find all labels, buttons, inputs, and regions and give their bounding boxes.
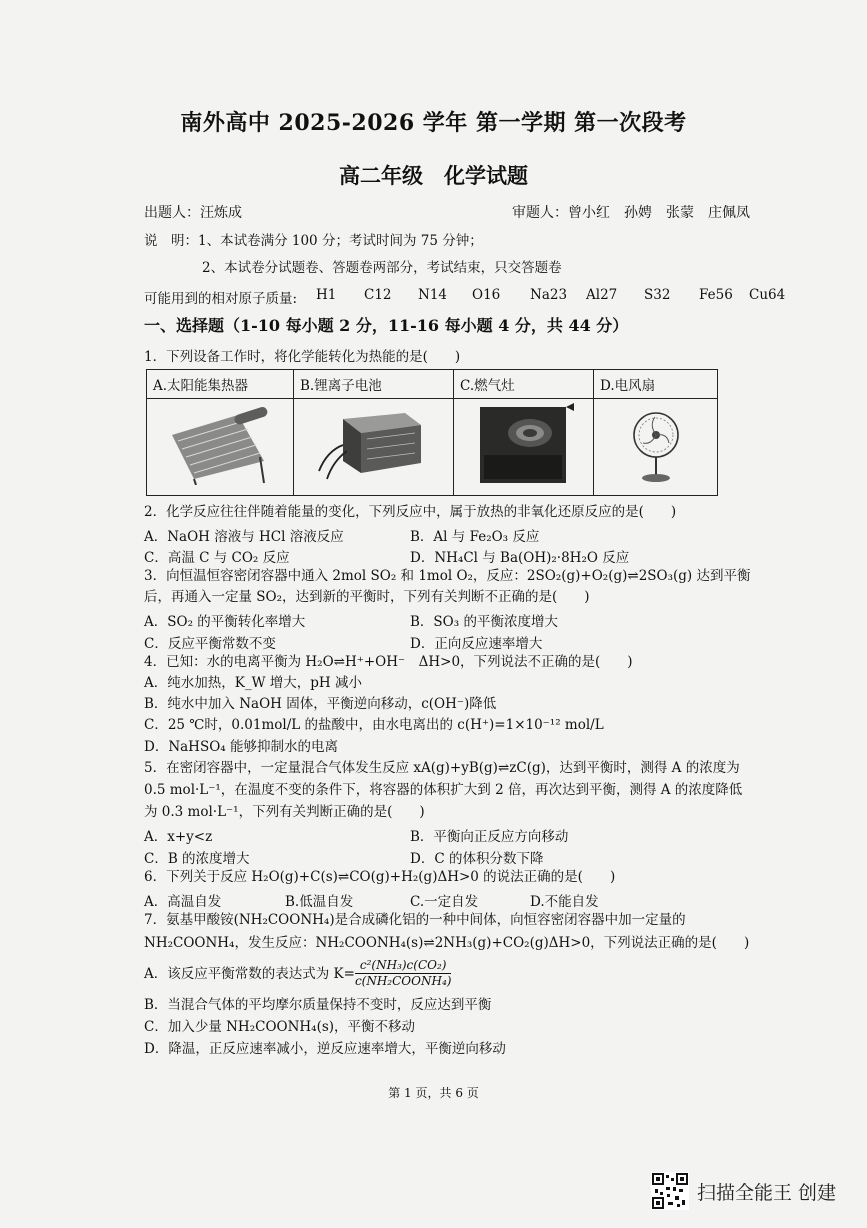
atomic-mass: Fe56 xyxy=(699,287,733,303)
q3-stem-line-2: 后，再通入一定量 SO₂，达到新的平衡时，下列有关判断不正确的是( ) xyxy=(144,589,590,605)
q7-option-d: D．降温，正反应速率减小，逆反应速率增大，平衡逆向移动 xyxy=(144,1041,506,1057)
instructions-1: 说 明：1、本试卷满分 100 分；考试时间为 75 分钟； xyxy=(144,233,483,249)
q3-stem-line-1: 3．向恒温恒容密闭容器中通入 2mol SO₂ 和 1mol O₂，反应：2SO₂(g)+O₂(g)⇌2SO₃(g) 达到平衡 xyxy=(144,568,751,584)
fraction-numerator: c²(NH₃)c(CO₂) xyxy=(355,958,452,974)
atomic-mass: S32 xyxy=(644,287,671,303)
q7-stem-line-2: NH₂COONH₄，发生反应：NH₂COONH₄(s)⇌2NH₃(g)+CO₂(g)ΔH>0，下列说法正确的是( ) xyxy=(144,935,750,951)
q1-option-a: A.太阳能集热器 xyxy=(147,370,294,399)
q6-option-d: D.不能自发 xyxy=(530,894,599,910)
q4-option-d: D．NaHSO₄ 能够抑制水的电离 xyxy=(144,739,338,755)
q5-stem-line-3: 为 0.3 mol·L⁻¹，下列有关判断正确的是( ) xyxy=(144,804,425,820)
q6-option-b: B.低温自发 xyxy=(285,894,354,910)
q7-option-c: C．加入少量 NH₂COONH₄(s)，平衡不移动 xyxy=(144,1019,416,1035)
q2-option-a: A．NaOH 溶液与 HCl 溶液反应 xyxy=(144,529,344,545)
gas-stove-image xyxy=(454,399,594,496)
q7-option-a-text: A．该反应平衡常数的表达式为 K= xyxy=(144,965,355,982)
q2-stem: 2．化学反应往往伴随着能量的变化，下列反应中，属于放热的非氧化还原反应的是( ) xyxy=(144,504,677,520)
atomic-mass: C12 xyxy=(364,287,392,303)
equilibrium-constant-fraction xyxy=(355,958,452,989)
scanner-watermark xyxy=(651,1172,836,1210)
atomic-mass: Al27 xyxy=(586,287,618,303)
lithium-battery-image xyxy=(294,399,454,496)
q1-option-b: B.锂离子电池 xyxy=(294,370,454,399)
atomic-masses-label: 可能用到的相对原子质量: xyxy=(144,291,298,307)
q2-option-b: B．Al 与 Fe₂O₃ 反应 xyxy=(410,529,540,545)
q1-option-d: D.电风扇 xyxy=(594,370,718,399)
q3-option-d: D．正向反应速率增大 xyxy=(410,636,543,652)
q7-option-b: B．当混合气体的平均摩尔质量保持不变时，反应达到平衡 xyxy=(144,997,492,1013)
q5-option-a: A．x+y<z xyxy=(144,829,213,845)
scanner-watermark-text: 扫描全能王 创建 xyxy=(697,1181,837,1204)
q3-option-c: C．反应平衡常数不变 xyxy=(144,636,276,652)
q7-option-a xyxy=(144,958,451,989)
atomic-mass: H1 xyxy=(316,287,337,303)
q5-option-c: C．B 的浓度增大 xyxy=(144,851,250,867)
q5-option-b: B．平衡向正反应方向移动 xyxy=(410,829,569,845)
atomic-mass: N14 xyxy=(418,287,447,303)
section-heading: 一、选择题（1-10 每小题 2 分，11-16 每小题 4 分，共 44 分） xyxy=(144,316,629,335)
reviewers: 审题人：曾小红 孙娉 张蒙 庄佩凤 xyxy=(512,205,750,221)
q6-option-a: A．高温自发 xyxy=(144,894,222,910)
fraction-denominator: c(NH₂COONH₄) xyxy=(354,974,452,988)
q7-stem-line-1: 7．氨基甲酸铵(NH₂COONH₄)是合成磷化铝的一种中间体，向恒容密闭容器中加一定量的 xyxy=(144,912,686,928)
q1-options-table xyxy=(146,369,718,496)
page-footer: 第 1 页，共 6 页 xyxy=(388,1086,479,1100)
electric-fan-image xyxy=(594,399,718,496)
q5-option-d: D．C 的体积分数下降 xyxy=(410,851,544,867)
q6-option-c: C.一定自发 xyxy=(410,894,479,910)
atomic-mass: O16 xyxy=(472,287,501,303)
exam-title: 南外高中 2025-2026 学年 第一学期 第一次段考 xyxy=(180,110,687,136)
atomic-mass: Na23 xyxy=(530,287,568,303)
q4-option-c: C．25 ℃时，0.01mol/L 的盐酸中，由水电离出的 c(H⁺)=1×10⁻¹² mol/L xyxy=(144,717,604,733)
q4-option-a: A．纯水加热，K_W 增大，pH 减小 xyxy=(144,675,362,691)
q1-stem: 1．下列设备工作时，将化学能转化为热能的是( ) xyxy=(144,349,461,365)
question-setter: 出题人：汪炼成 xyxy=(144,205,242,221)
qr-code-icon xyxy=(651,1172,689,1210)
q3-option-a: A．SO₂ 的平衡转化率增大 xyxy=(144,614,306,630)
instructions-2: 2、本试卷分试题卷、答题卷两部分，考试结束，只交答题卷 xyxy=(202,260,562,276)
q1-option-c: C.燃气灶 xyxy=(454,370,594,399)
q6-stem: 6．下列关于反应 H₂O(g)+C(s)⇌CO(g)+H₂(g)ΔH>0 的说法正确的是( ) xyxy=(144,869,616,885)
q2-option-c: C．高温 C 与 CO₂ 反应 xyxy=(144,550,290,566)
atomic-mass: Cu64 xyxy=(749,287,786,303)
q5-stem-line-1: 5．在密闭容器中，一定量混合气体发生反应 xA(g)+yB(g)⇌zC(g)，达到平衡时，测得 A 的浓度为 xyxy=(144,760,740,776)
q4-stem: 4．已知：水的电离平衡为 H₂O⇌H⁺+OH⁻ ΔH>0，下列说法不正确的是( ) xyxy=(144,654,633,670)
q5-stem-line-2: 0.5 mol·L⁻¹，在温度不变的条件下，将容器的体积扩大到 2 倍，再次达到平衡，测得 A 的浓度降低 xyxy=(144,782,743,798)
q3-option-b: B．SO₃ 的平衡浓度增大 xyxy=(410,614,558,630)
q4-option-b: B．纯水中加入 NaOH 固体，平衡逆向移动，c(OH⁻)降低 xyxy=(144,696,497,712)
exam-subtitle: 高二年级 化学试题 xyxy=(339,163,528,188)
solar-heater-image xyxy=(147,399,294,496)
atomic-masses xyxy=(144,287,785,307)
q2-option-d: D．NH₄Cl 与 Ba(OH)₂·8H₂O 反应 xyxy=(410,550,630,566)
